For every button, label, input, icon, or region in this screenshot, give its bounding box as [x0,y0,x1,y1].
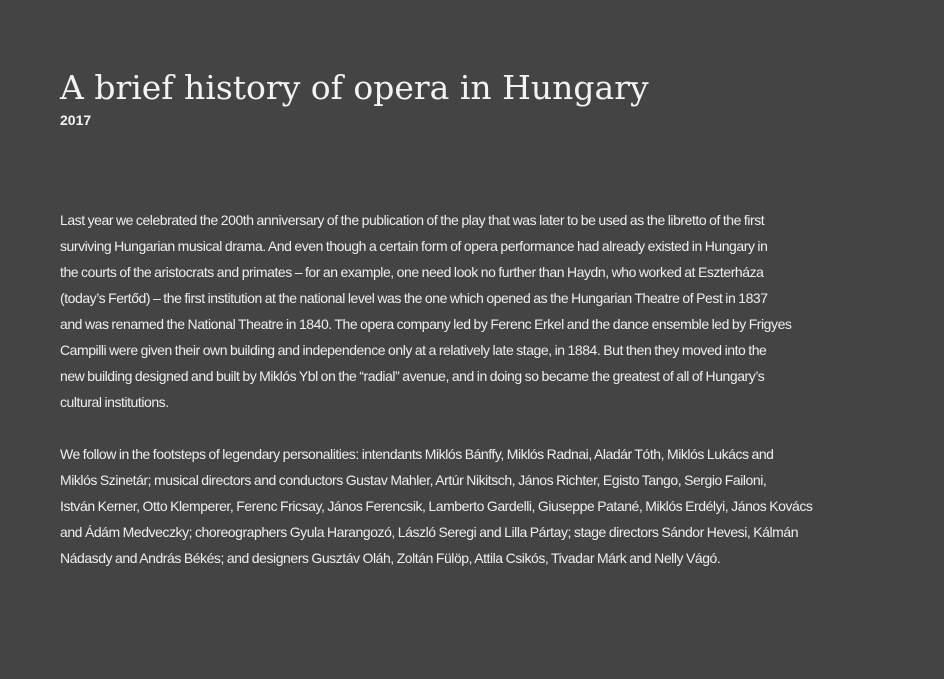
paragraph-line: We follow in the footsteps of legendary personalities: intendants Miklós Bánffy, Miklós Radnai, Aladár Tóth, Miklós Lukács and [60,446,774,462]
paragraph-line: cultural institutions. [60,394,169,410]
paragraph-line: new building designed and built by Miklós Ybl on the “radial” avenue, and in doing so became the greatest of all of Hungary’s [60,368,765,384]
paragraph-line: István Kerner, Otto Klemperer, Ferenc Fricsay, János Ferencsik, Lamberto Gardelli, Giuseppe Patané, Miklós Erdélyi, János Kovács [60,498,813,514]
page-year: 2017 [60,112,92,128]
paragraph-line: Campilli were given their own building and independence only at a relatively late stage, in 1884. But then they moved into the [60,342,767,358]
paragraph-line: and Ádám Medveczky; choreographers Gyula Harangozó, László Seregi and Lilla Pártay; stage directors Sándor Hevesi, Kálmán [60,524,799,540]
paragraph-line: Miklós Szinetár; musical directors and conductors Gustav Mahler, Artúr Nikitsch, János Richter, Egisto Tango, Sergio Failoni, [60,472,767,488]
paragraph-line: (today’s Fertőd) – the first institution at the national level was the one which opened as the Hungarian Theatre of Pest in 1837 [60,290,768,306]
paragraph-line: Last year we celebrated the 200th anniversary of the publication of the play that was later to be used as the libretto of the first [60,212,765,228]
paragraph-line: surviving Hungarian musical drama. And even though a certain form of opera performance had already existed in Hungary in [60,238,768,254]
paragraph-1 [60,207,880,415]
article-body [60,207,880,597]
paragraph-line: Nádasdy and András Békés; and designers Gusztáv Oláh, Zoltán Fülöp, Attila Csikós, Tivadar Márk and Nelly Vágó. [60,550,721,566]
page-title: A brief history of opera in Hungary [60,68,649,107]
paragraph-line: the courts of the aristocrats and primates – for an example, one need look no further than Haydn, who worked at Eszterháza [60,264,764,280]
paragraph-2 [60,441,880,571]
paragraph-line: and was renamed the National Theatre in 1840. The opera company led by Ferenc Erkel and the dance ensemble led by Frigyes [60,316,792,332]
